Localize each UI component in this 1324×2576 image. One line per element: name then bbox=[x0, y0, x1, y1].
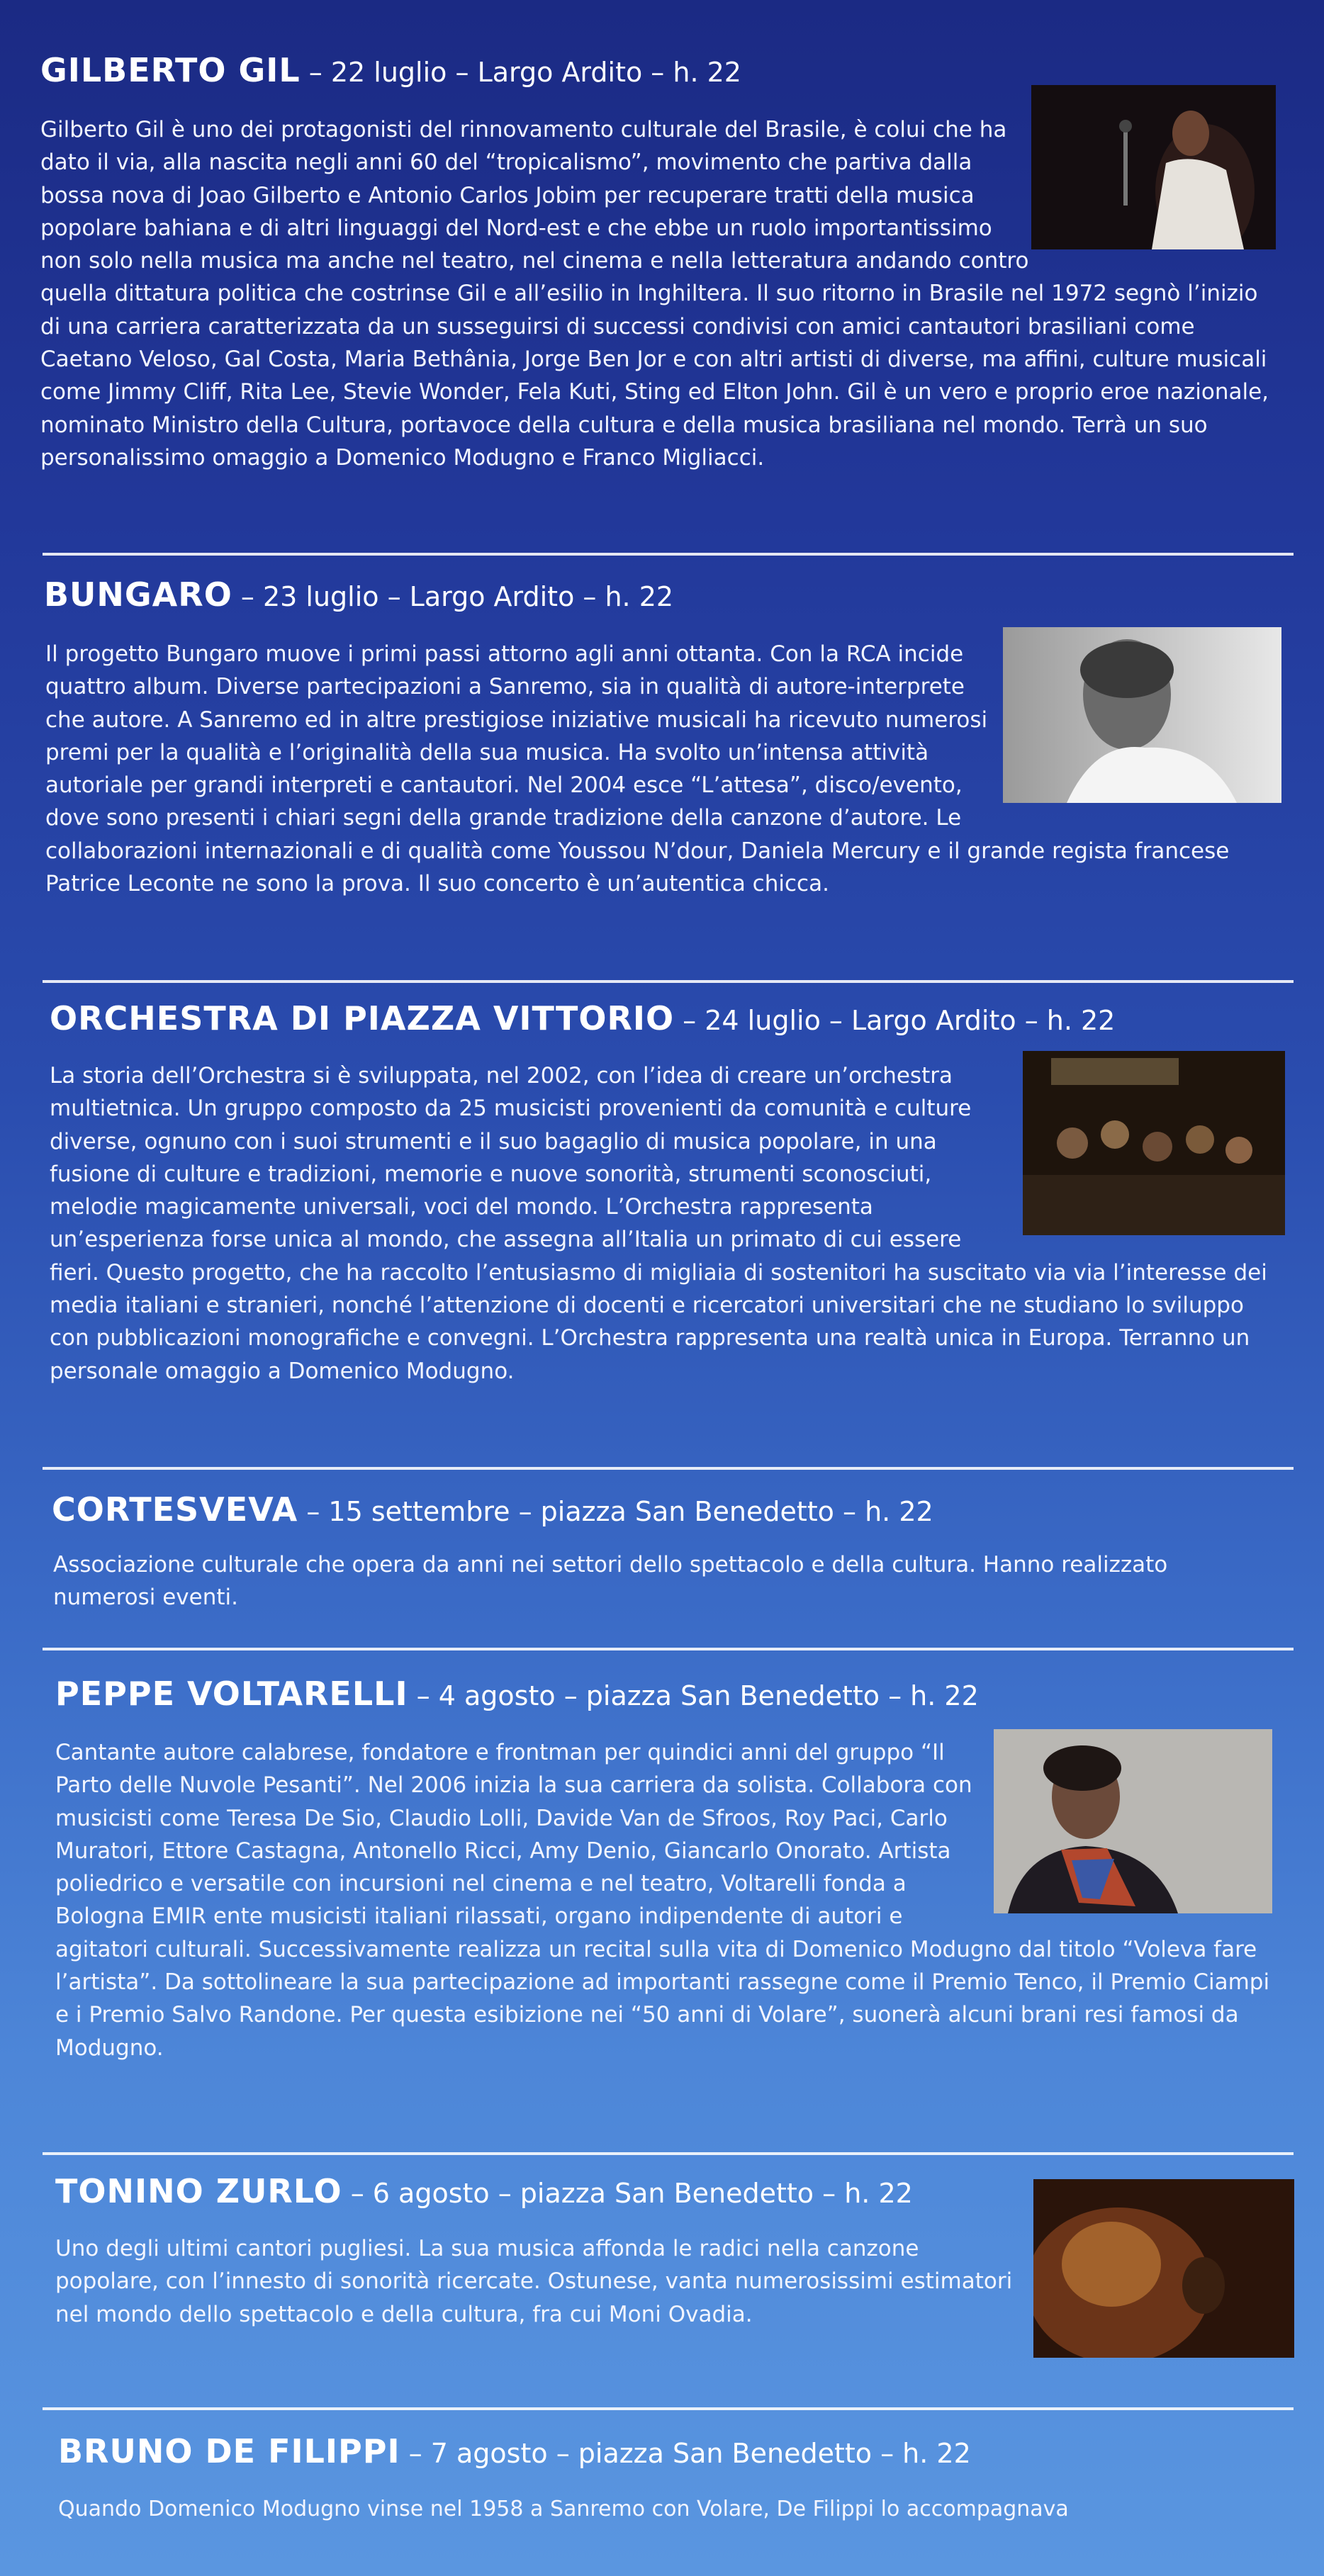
photo-spacer bbox=[1029, 113, 1281, 262]
artist-bio-orchestra: La storia dell’Orchestra si è sviluppata, nel 2002, con l’idea di creare un’orchestra multietnica. Un gruppo composto da 25 musicisti provenienti da comunità e culture diverse, ognuno con i suoi strumenti e il suo bagaglio di musica popolare, in una fusione di culture e tradizioni, memorie e nuove sonorità, strumenti sconosciuti, melodie magicamente universali, voci del mondo. L’Orchestra rappresenta un’esperienza forse unica al mondo, che assegna all’Italia un primato di cui essere fieri. Questo progetto, che ha raccolto l’entusiasmo di migliaia di sostenitori ha suscitato via via l’interesse dei media italiani e stranieri, nonché l’attenzione di docenti e ricercatori universitari che ne studiano lo sviluppo con pubblicazioni monografiche e convegni. L’Orchestra rappresenta una realtà unica in Europa. Terranno un personale omaggio a Domenico Modugno. bbox=[50, 1063, 1267, 1384]
section-heading-bungaro bbox=[44, 575, 673, 614]
artist-name: BUNGARO bbox=[44, 575, 232, 614]
artist-name: BRUNO DE FILIPPI bbox=[58, 2432, 400, 2470]
artist-bio-bungaro: Il progetto Bungaro muove i primi passi attorno agli anni ottanta. Con la RCA incide quattro album. Diverse partecipazioni a Sanremo, sia in qualità di autore-interprete che autore. A Sanremo ed in altre prestigiose iniziative musicali ha ricevuto numerosi premi per la qualità e l’originalità della sua musica. Ha svolto un’intensa attività autoriale per grandi interpreti e cantautori. Nel 2004 esce “L’attesa”, disco/evento, dove sono presenti i chiari segni della grande tradizione della canzone d’autore. Le collaborazioni internazionali e di qualità come Youssou N’dour, Daniela Mercury e il grande regista francese Patrice Leconte ne sono la prova. Il suo concerto è un’autentica chicca. bbox=[45, 641, 1230, 897]
section-divider bbox=[43, 2407, 1294, 2410]
artist-name: TONINO ZURLO bbox=[55, 2172, 342, 2210]
artist-name: GILBERTO GIL bbox=[40, 51, 301, 89]
section-heading-cortesveva bbox=[52, 1490, 933, 1529]
event-details: – 7 agosto – piazza San Benedetto – h. 22 bbox=[400, 2438, 971, 2469]
artist-bio-bungaro-wrap bbox=[45, 638, 1275, 900]
event-details: – 4 agosto – piazza San Benedetto – h. 22 bbox=[408, 1680, 979, 1711]
artist-bio-orchestra-wrap bbox=[50, 1059, 1283, 1388]
artist-bio-gilberto-gil bbox=[40, 113, 1281, 474]
artist-name: PEPPE VOLTARELLI bbox=[55, 1675, 408, 1713]
artist-bio-tonino-zurlo: Uno degli ultimi cantori pugliesi. La sua musica affonda le radici nella canzone popolare, con l’innesto di sonorità ricercate. Ostunese, vanta numerosissimi estimatori nel mondo dello spettacolo e della cultura, fra cui Moni Ovadia. bbox=[55, 2236, 1013, 2327]
artist-bio-cortesveva: Associazione culturale che opera da anni nei settori dello spettacolo e della cultura. Hanno realizzato numerosi eventi. bbox=[53, 1552, 1168, 1611]
artist-name: CORTESVEVA bbox=[52, 1490, 298, 1529]
section-divider bbox=[43, 1467, 1294, 1470]
event-details: – 6 agosto – piazza San Benedetto – h. 22 bbox=[342, 2178, 913, 2209]
artist-bio-peppe-voltarelli-wrap bbox=[55, 1736, 1274, 2064]
artist-bio-bruno-de-filippi: Quando Domenico Modugno vinse nel 1958 a Sanremo con Volare, De Filippi lo accompagnava bbox=[58, 2497, 1069, 2521]
event-details: – 22 luglio – Largo Ardito – h. 22 bbox=[300, 57, 741, 88]
section-heading-gilberto-gil bbox=[40, 51, 741, 89]
section-divider bbox=[43, 1648, 1294, 1650]
photo-spacer bbox=[1006, 638, 1275, 808]
section-heading-bruno-de-filippi bbox=[58, 2432, 971, 2470]
section-divider bbox=[43, 980, 1294, 983]
event-details: – 15 settembre – piazza San Benedetto – h. 22 bbox=[298, 1496, 933, 1527]
photo-spacer bbox=[998, 1736, 1274, 1906]
artist-name: ORCHESTRA DI PIAZZA VITTORIO bbox=[50, 999, 675, 1037]
event-details: – 24 luglio – Largo Ardito – h. 22 bbox=[674, 1005, 1116, 1036]
section-heading-peppe-voltarelli bbox=[55, 1675, 979, 1713]
photo-spacer bbox=[1010, 1059, 1283, 1240]
section-divider bbox=[43, 2152, 1294, 2155]
artist-bio-gilberto-gil-text: Gilberto Gil è uno dei protagonisti del rinnovamento culturale del Brasile, è colui che ha dato il via, alla nascita negli anni 60 del “tropicalismo”, movimento che partiva dalla bossa nova di Joao Gilberto e Antonio Carlos Jobim per recuperare tratti della musica popolare bahiana e di altri linguaggi del Nord-est e che ebbe un ruolo importantissimo non solo nella musica ma anche nel teatro, nel cinema e nella letteratura andando contro quella dittatura politica che costrinse Gil e all’esilio in Inghiltera. Il suo ritorno in Brasile nel 1972 segnò l’inizio di una carriera caratterizzata da un susseguirsi di successi condivisi con amici cantautori brasiliani come Caetano Veloso, Gal Costa, Maria Bethânia, Jorge Ben Jor e con altri artisti di diverse, ma affini, culture musicali come Jimmy Cliff, Rita Lee, Stevie Wonder, Fela Kuti, Sting ed Elton John. Gil è un vero e proprio eroe nazionale, nominato Ministro della Cultura, portavoce della cultura e della musica brasiliana nel mondo. Terrà un suo personalissimo omaggio a Domenico Modugno e Franco Migliacci. bbox=[40, 117, 1269, 471]
section-heading-tonino-zurlo bbox=[55, 2172, 913, 2210]
photo-spacer bbox=[1023, 2232, 1296, 2353]
event-details: – 23 luglio – Largo Ardito – h. 22 bbox=[232, 581, 674, 612]
section-divider bbox=[43, 553, 1294, 556]
artist-bio-peppe-voltarelli: Cantante autore calabrese, fondatore e frontman per quindici anni del gruppo “Il Parto delle Nuvole Pesanti”. Nel 2006 inizia la sua carriera da solista. Collabora con musicisti come Teresa De Sio, Claudio Lolli, Davide Van de Sfroos, Roy Paci, Carlo Muratori, Ettore Castagna, Antonello Ricci, Amy Denio, Giancarlo Onorato. Artista poliedrico e versatile con incursioni nel cinema e nel teatro, Voltarelli fonda a Bologna EMIR ente musicisti italiani rilassati, organo indipendente di autori e agitatori culturali. Successivamente realizza un recital sulla vita di Domenico Modugno dal titolo “Voleva fare l’artista”. Da sottolineare la sua partecipazione ad importanti rassegne come il Premio Tenco, il Premio Ciampi e i Premio Salvo Randone. Per questa esibizione nei “50 anni di Volare”, suonerà alcuni brani resi famosi da Modugno. bbox=[55, 1740, 1270, 2061]
artist-bio-tonino-zurlo-wrap bbox=[55, 2232, 1296, 2353]
section-heading-orchestra bbox=[50, 999, 1115, 1037]
